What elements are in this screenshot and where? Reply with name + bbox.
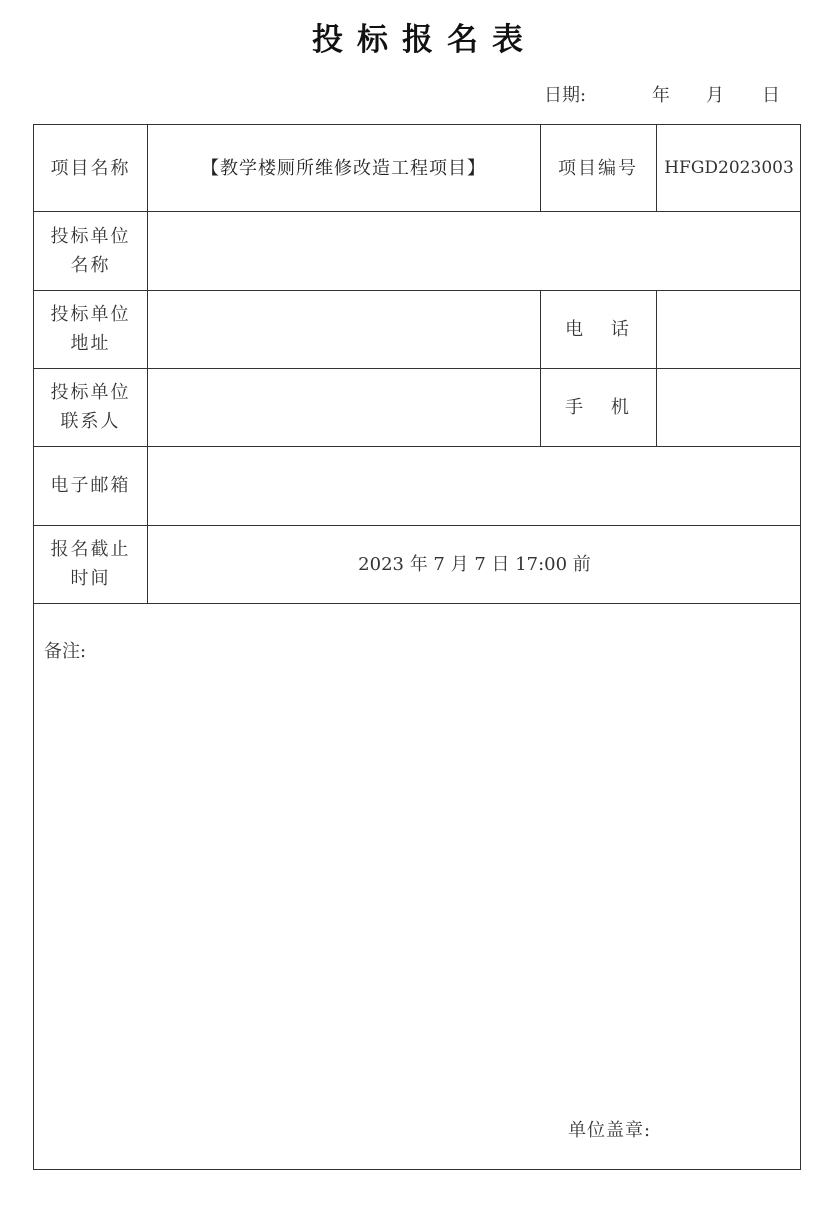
deadline-value: 2023 年 7 月 7 日 17:00 前 <box>358 553 591 575</box>
date-month-label: 月 <box>706 85 724 106</box>
title-char: 名 <box>447 22 478 58</box>
title-char: 标 <box>357 22 388 58</box>
title-char: 表 <box>492 22 523 58</box>
email-field[interactable] <box>147 446 802 525</box>
mobile-label: 手 机 <box>565 396 631 418</box>
bidder-contact-field[interactable] <box>147 368 540 446</box>
notes-label: 备注: <box>44 641 87 662</box>
form-title <box>0 14 835 59</box>
project-name-value: 【教学楼厕所维修改造工程项目】 <box>201 157 486 179</box>
title-char: 报 <box>402 22 433 58</box>
bidder-address-label: 投标单位 地址 <box>50 304 131 354</box>
deadline-label: 报名截止 时间 <box>50 539 131 589</box>
mobile-field[interactable] <box>656 368 802 446</box>
bidder-address-field[interactable] <box>147 290 540 368</box>
bidder-name-field[interactable] <box>147 211 802 290</box>
project-no-value: HFGD2023003 <box>664 157 794 178</box>
registration-form-table <box>33 124 801 1170</box>
date-year-label: 年 <box>652 85 670 106</box>
stamp-label: 单位盖章: <box>568 1120 652 1141</box>
bidder-contact-label: 投标单位 联系人 <box>50 382 131 432</box>
phone-field[interactable] <box>656 290 802 368</box>
row-divider <box>34 603 800 604</box>
title-char: 投 <box>312 22 343 58</box>
project-name-label: 项目名称 <box>50 157 131 179</box>
email-label: 电子邮箱 <box>50 475 131 496</box>
date-day-label: 日 <box>762 85 780 106</box>
project-no-label: 项目编号 <box>558 157 638 179</box>
date-label: 日期: <box>544 85 587 106</box>
bidder-name-label: 投标单位 名称 <box>50 225 131 276</box>
phone-label: 电 话 <box>565 318 631 340</box>
